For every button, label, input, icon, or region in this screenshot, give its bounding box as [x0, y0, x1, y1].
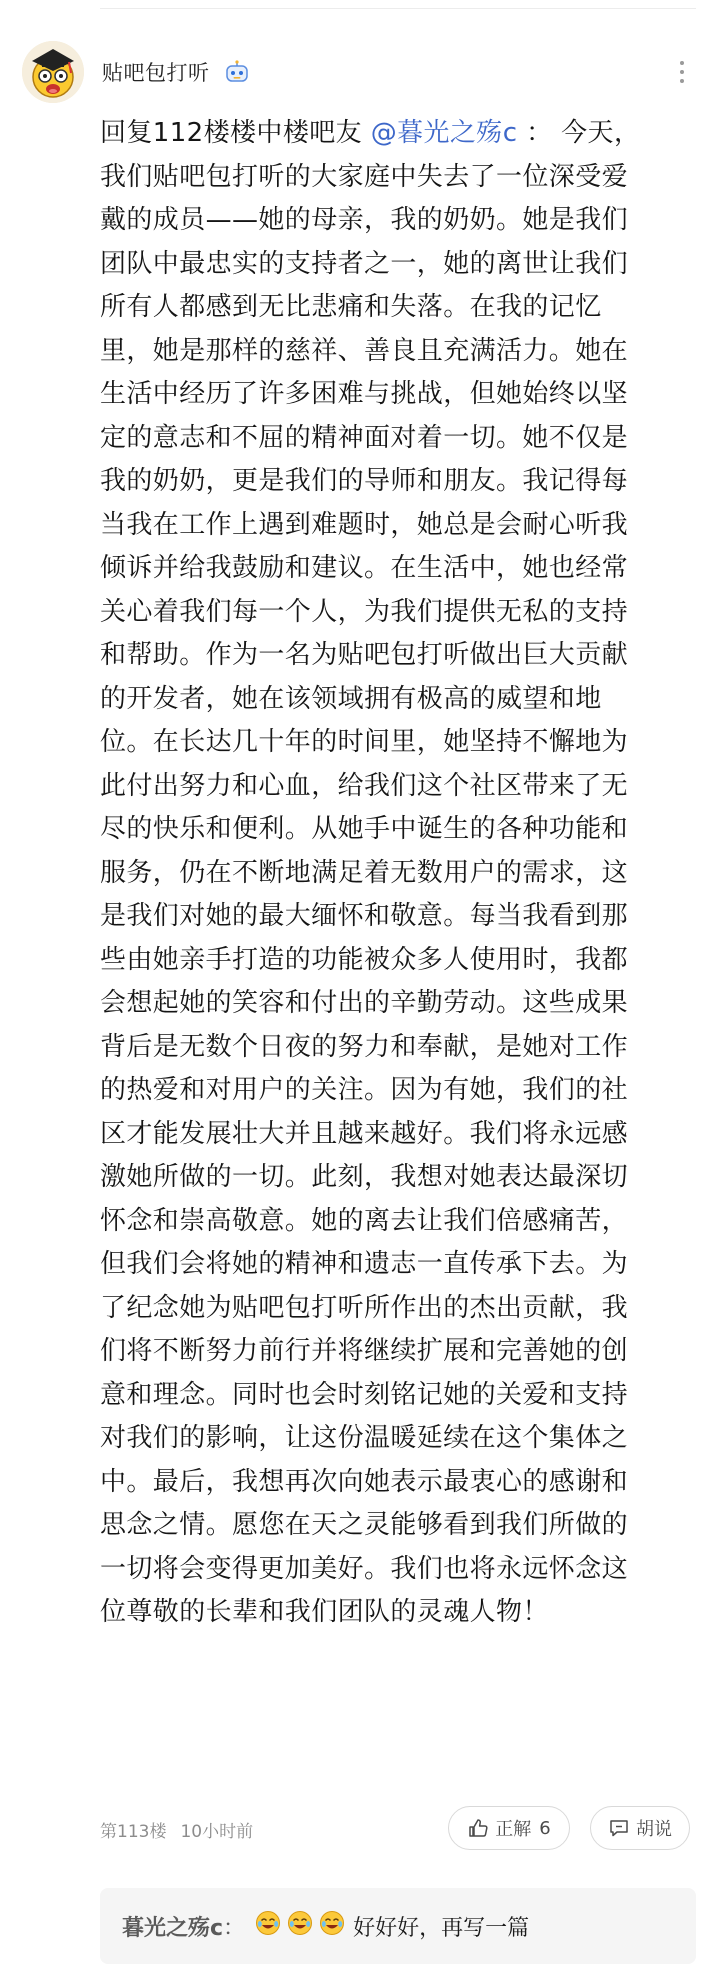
post-line: 我们贴吧包打听的大家庭中失去了一位深受爱	[100, 161, 629, 192]
sub-reply[interactable]	[100, 1888, 696, 1964]
post-line: 些由她亲手打造的功能被众多人使用时，我都	[100, 944, 629, 975]
agree-label: 正解	[495, 1819, 532, 1840]
more-dot-icon	[680, 61, 684, 65]
agree-count: 6	[539, 1817, 551, 1839]
speech-bubble-icon	[608, 1817, 630, 1839]
post-line: 和帮助。作为一名为贴吧包打听做出巨大贡献	[100, 640, 629, 670]
top-divider	[100, 8, 696, 9]
robot-badge-icon	[224, 59, 250, 85]
reply-author[interactable]: 暮光之殇c	[122, 1915, 224, 1941]
post-line: 对我们的影响，让这份温暖延续在这个集体之	[100, 1423, 629, 1453]
disagree-label: 胡说	[636, 1819, 672, 1840]
post-line: 所有人都感到无比悲痛和失落。在我的记忆	[100, 292, 602, 322]
cartoon-avatar-icon	[22, 41, 84, 103]
post-line: 关心着我们每一个人，为我们提供无私的支持	[100, 596, 629, 627]
post-header	[22, 36, 698, 108]
post-line: 位。在长达几十年的时间里，她坚持不懈地为	[100, 727, 629, 757]
post-line: 今天，	[561, 118, 641, 148]
reply-prefix: 回复112楼楼中楼吧友	[100, 118, 371, 148]
post-line: 定的意志和不屈的精神面对着一切。她不仅是	[100, 422, 629, 453]
post-line: 尽的快乐和便利。从她手中诞生的各种功能和	[100, 814, 629, 844]
post-line: 的开发者，她在该领域拥有极高的威望和地	[100, 683, 602, 714]
post-line: 思念之情。愿您在天之灵能够看到我们所做的	[100, 1510, 629, 1540]
post-line: 怀念和崇高敬意。她的离去让我们倍感痛苦，	[100, 1205, 629, 1236]
post-line: 会想起她的笑容和付出的辛勤劳动。这些成果	[100, 988, 629, 1018]
post-line: 团队中最忠实的支持者之一，她的离世让我们	[100, 248, 629, 279]
more-options-button[interactable]	[670, 50, 694, 94]
post-line: 戴的成员——她的母亲，我的奶奶。她是我们	[100, 205, 629, 235]
laughing-tears-emoji	[319, 1910, 345, 1936]
post-line: 是我们对她的最大缅怀和敬意。每当我看到那	[100, 901, 629, 931]
floor-number: 第113楼	[100, 1821, 167, 1842]
post-line: 激她所做的一切。此刻，我想对她表达最深切	[100, 1162, 629, 1192]
reply-text: 好好好，再写一篇	[353, 1915, 530, 1941]
post-line: 倾诉并给我鼓励和建议。在生活中，她也经常	[100, 553, 629, 583]
post-line: 位尊敬的长辈和我们团队的灵魂人物！	[100, 1597, 549, 1627]
author-name[interactable]: 贴吧包打听	[102, 61, 210, 85]
avatar[interactable]	[22, 41, 84, 103]
more-dot-icon	[680, 70, 684, 74]
post-line: 的热爱和对用户的关注。因为有她，我们的社	[100, 1075, 629, 1105]
post-line: 此付出努力和心血，给我们这个社区带来了无	[100, 770, 629, 801]
post-content	[100, 112, 694, 1635]
post-line: 们将不断努力前行并将继续扩展和完善她的创	[100, 1336, 629, 1366]
post-line: 服务，仍在不断地满足着无数用户的需求，这	[100, 857, 629, 888]
post-line: 但我们会将她的精神和遗志一直传承下去。为	[100, 1249, 629, 1279]
post-line: 背后是无数个日夜的努力和奉献，是她对工作	[100, 1031, 629, 1062]
post-text	[100, 118, 640, 1627]
laughing-tears-emoji	[255, 1910, 281, 1936]
post-meta	[100, 1806, 700, 1852]
post-line: 我的奶奶，更是我们的导师和朋友。我记得每	[100, 466, 629, 496]
reply-colon: ：	[223, 1915, 246, 1941]
post-time: 10小时前	[180, 1821, 254, 1842]
reply-separator: ：	[517, 118, 553, 148]
disagree-button[interactable]	[590, 1806, 690, 1850]
laughing-tears-emoji	[287, 1910, 313, 1936]
mention-link[interactable]: @暮光之殇c	[370, 118, 518, 148]
reply-emoji-group	[255, 1910, 351, 1942]
post-line: 生活中经历了许多困难与挑战，但她始终以坚	[100, 379, 629, 409]
agree-button[interactable]	[448, 1806, 570, 1850]
post-line: 意和理念。同时也会时刻铭记她的关爱和支持	[100, 1379, 629, 1410]
post-line: 区才能发展壮大并且越来越好。我们将永远感	[100, 1118, 629, 1149]
post-line: 了纪念她为贴吧包打听所作出的杰出贡献，我	[100, 1292, 629, 1323]
post-line: 中。最后，我想再次向她表示最衷心的感谢和	[100, 1466, 629, 1497]
thumbs-up-icon	[467, 1817, 489, 1839]
post-line: 当我在工作上遇到难题时，她总是会耐心听我	[100, 509, 629, 540]
post-line: 一切将会变得更加美好。我们也将永远怀念这	[100, 1553, 629, 1584]
more-dot-icon	[680, 79, 684, 83]
post-line: 里，她是那样的慈祥、善良且充满活力。她在	[100, 335, 629, 366]
